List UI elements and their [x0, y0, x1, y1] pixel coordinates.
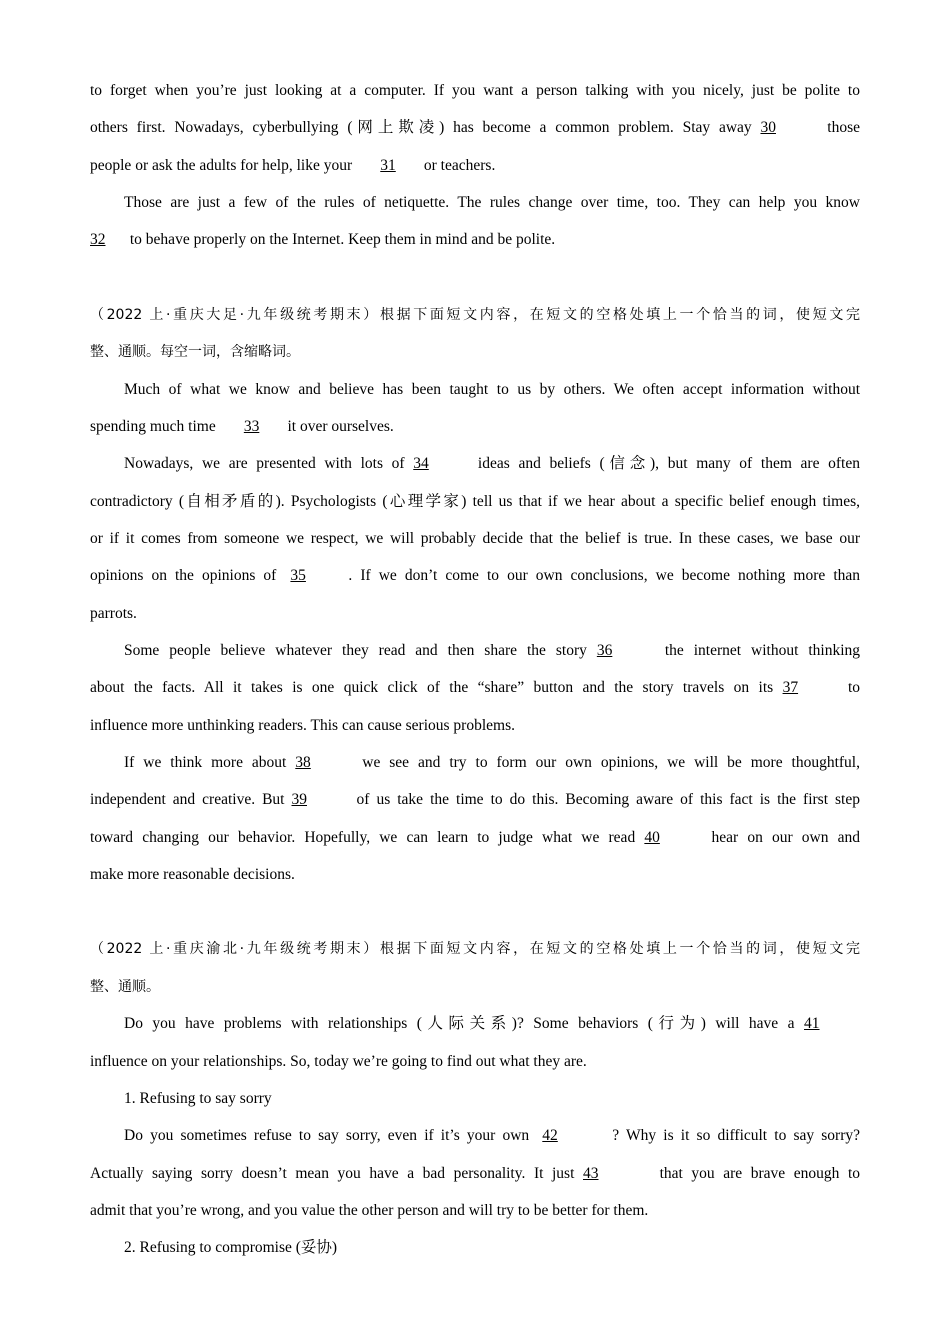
- passage3-line: [90, 1164, 860, 1184]
- text-segment: opinions on the opinions of: [90, 567, 277, 584]
- blank-36[interactable]: 36: [596, 642, 613, 659]
- text-segment: Some people believe whatever they read and then share the story: [124, 642, 587, 659]
- blank-33[interactable]: 33: [243, 418, 260, 435]
- text-segment: . If we don’t come to our own conclusions, we become nothing more than: [348, 567, 861, 584]
- text-segment: If we think more about: [124, 754, 287, 771]
- passage2-line: or if it comes from someone we respect, we will probably decide that the belief is true. In these cases, we base our: [90, 530, 860, 547]
- passage3-line: [124, 1126, 860, 1146]
- blank-34[interactable]: 34: [413, 455, 429, 472]
- section-heading: （2022 上·重庆渝北·九年级统考期末）根据下面短文内容，在短文的空格处填上一个恰当的词，使短文完: [90, 941, 860, 957]
- text-segment: it over ourselves.: [287, 418, 394, 435]
- blank-32[interactable]: 32: [90, 231, 106, 248]
- section-heading: 整、通顺。: [90, 979, 160, 995]
- text-segment: Do you have problems with relationships (人际关系)? Some behaviors (行为) will have a: [124, 1015, 795, 1032]
- passage1-line: Those are just a few of the rules of netiquette. The rules change over time, too. They can help you know: [124, 194, 860, 211]
- passage2-line: contradictory (自相矛盾的). Psychologists (心理学家) tell us that if we hear about a specific belief enough times,: [90, 493, 860, 510]
- text-segment: toward changing our behavior. Hopefully, we can learn to judge what we read: [90, 829, 636, 846]
- passage2-line: [124, 454, 860, 474]
- passage3-line: admit that you’re wrong, and you value the other person and will try to be better for them.: [90, 1202, 649, 1219]
- section-heading: 整、通顺。每空一词，含缩略词。: [90, 344, 300, 360]
- text-segment: of us take the time to do this. Becoming aware of this fact is the first step: [356, 791, 860, 808]
- passage2-line: influence more unthinking readers. This can cause serious problems.: [90, 717, 515, 734]
- text-segment: people or ask the adults for help, like your: [90, 157, 353, 174]
- passage1-line: [90, 156, 860, 176]
- passage3-line: [124, 1014, 860, 1034]
- text-segment: others first. Nowadays, cyberbullying (网上欺凌) has become a common problem. Stay away: [90, 119, 752, 136]
- passage3-subheading: 1. Refusing to say sorry: [124, 1090, 272, 1107]
- text-segment: independent and creative. But: [90, 791, 285, 808]
- text-segment: hear on our own and: [711, 829, 861, 846]
- passage2-line: [90, 417, 860, 437]
- blank-38[interactable]: 38: [295, 754, 311, 771]
- passage2-line: [90, 828, 860, 848]
- text-segment: the internet without thinking: [664, 642, 861, 659]
- text-segment: to: [847, 679, 861, 696]
- passage2-line: make more reasonable decisions.: [90, 866, 295, 883]
- text-segment: ideas and beliefs (信念), but many of them are often: [477, 455, 860, 472]
- text-segment: Nowadays, we are presented with lots of: [124, 455, 405, 472]
- passage1-line: [90, 118, 860, 138]
- blank-37[interactable]: 37: [782, 679, 799, 696]
- passage1-line: to forget when you’re just looking at a computer. If you want a person talking with you nicely, just be polite to: [90, 82, 860, 99]
- blank-35[interactable]: 35: [290, 567, 306, 584]
- blank-41[interactable]: 41: [804, 1015, 820, 1032]
- passage3-subheading: 2. Refusing to compromise (妥协): [124, 1239, 338, 1256]
- text-segment: we see and try to form our own opinions, we will be more thoughtful,: [362, 754, 860, 771]
- text-segment: about the facts. All it takes is one quick click of the “share” button and the story travels on its: [90, 679, 774, 696]
- passage1-line: [90, 230, 860, 250]
- blank-42[interactable]: 42: [542, 1127, 558, 1144]
- passage2-line: parrots.: [90, 605, 137, 622]
- passage2-line: [90, 790, 860, 810]
- passage2-line: Much of what we know and believe has been taught to us by others. We often accept information without: [124, 381, 860, 398]
- text-segment: those: [827, 119, 861, 136]
- passage2-line: [124, 753, 860, 773]
- text-segment: spending much time: [90, 418, 216, 435]
- passage2-line: [90, 566, 860, 586]
- blank-40[interactable]: 40: [644, 829, 660, 846]
- text-segment: Actually saying sorry doesn’t mean you have a bad personality. It just: [90, 1165, 575, 1182]
- blank-30[interactable]: 30: [760, 119, 776, 136]
- text-segment: to behave properly on the Internet. Keep them in mind and be polite.: [129, 231, 556, 248]
- text-segment: ? Why is it so difficult to say sorry?: [612, 1127, 860, 1144]
- text-segment: Do you sometimes refuse to say sorry, even if it’s your own: [124, 1127, 530, 1144]
- blank-39[interactable]: 39: [291, 791, 307, 808]
- section-heading: （2022 上·重庆大足·九年级统考期末）根据下面短文内容，在短文的空格处填上一个恰当的词，使短文完: [90, 307, 860, 323]
- blank-43[interactable]: 43: [582, 1165, 599, 1182]
- text-segment: that you are brave enough to: [659, 1165, 861, 1182]
- passage2-line: [124, 641, 860, 661]
- passage2-line: [90, 678, 860, 698]
- text-segment: or teachers.: [423, 157, 496, 174]
- blank-31[interactable]: 31: [380, 157, 396, 174]
- passage3-line: influence on your relationships. So, today we’re going to find out what they are.: [90, 1053, 587, 1070]
